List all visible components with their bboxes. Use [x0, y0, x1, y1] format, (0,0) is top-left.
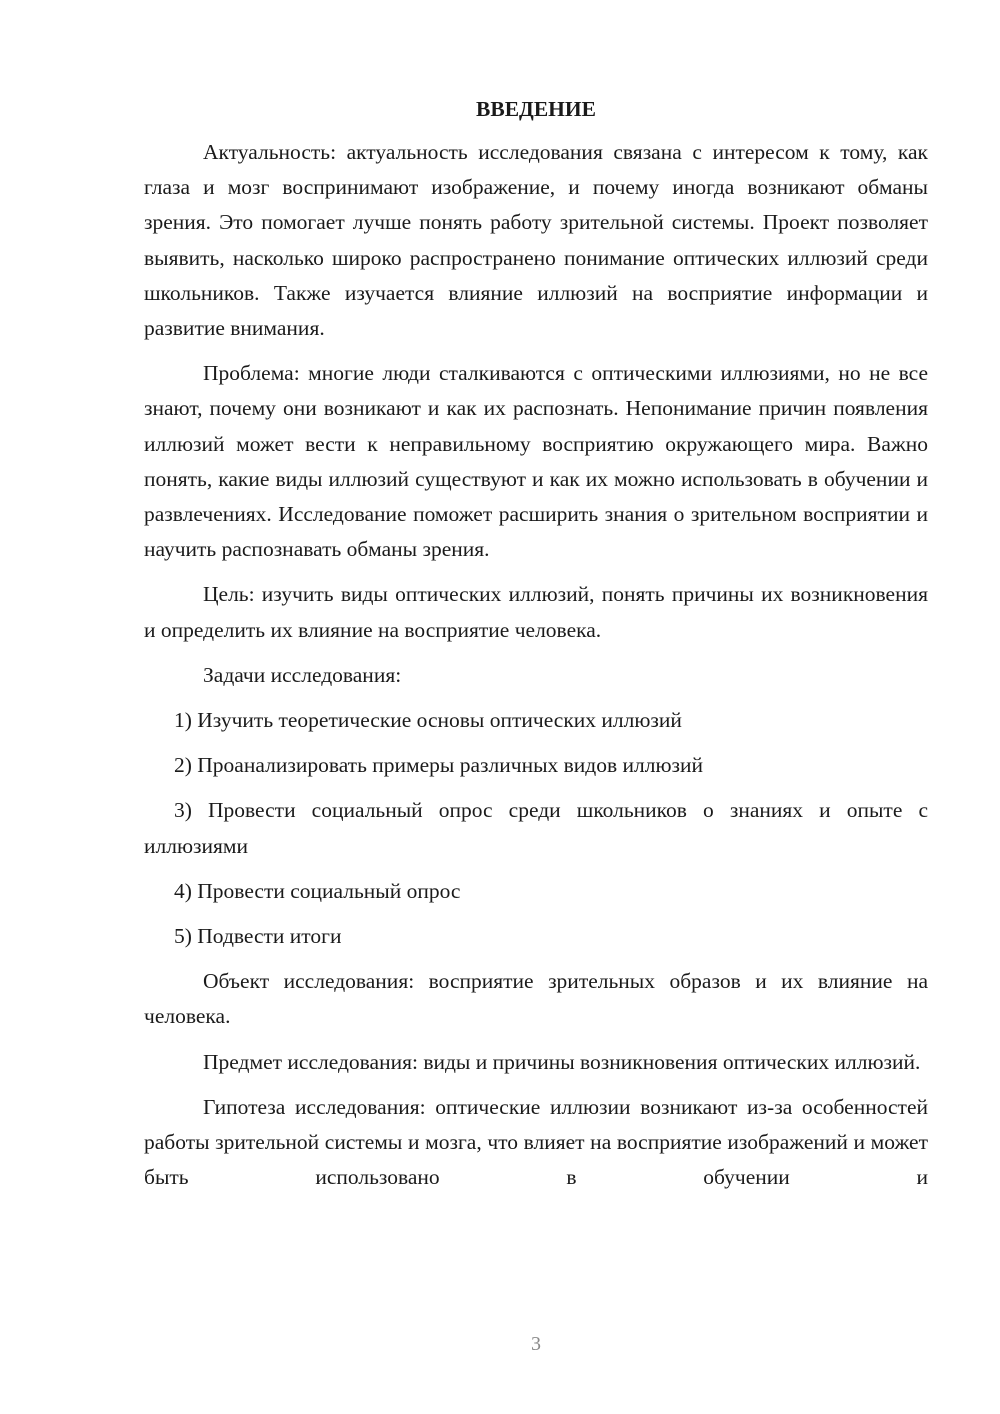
page-content: [144, 92, 928, 1195]
paragraph-relevance: Актуальность: актуальность исследования связана с интересом к тому, как глаза и мозг воспринимают изображение, и почему иногда возникают обманы зрения. Это помогает лучше понять работу зрительной системы. Проект позволяет выявить, насколько широко распространено понимание оптических иллюзий среди школьников. Также изучается влияние иллюзий на восприятие информации и развитие внимания.: [144, 140, 928, 341]
task-item-1: 1) Изучить теоретические основы оптических иллюзий: [174, 708, 682, 733]
task-item-5: 5) Подвести итоги: [174, 924, 342, 949]
paragraph-object: Объект исследования: восприятие зрительных образов и их влияние на человека.: [144, 969, 928, 1029]
paragraph-goal: Цель: изучить виды оптических иллюзий, понять причины их возникновения и определить их влияние на восприятие человека.: [144, 582, 928, 642]
paragraph-problem: Проблема: многие люди сталкиваются с оптическими иллюзиями, но не все знают, почему они возникают и как их распознать. Непонимание причин появления иллюзий может вести к неправильному восприятию окружающего мира. Важно понять, какие виды иллюзий существуют и как их можно использовать в обучении и развлечениях. Исследование поможет расширить знания о зрительном восприятии и научить распознавать обманы зрения.: [144, 361, 928, 562]
paragraph-subject: Предмет исследования: виды и причины возникновения оптических иллюзий.: [203, 1049, 921, 1074]
task-item-4: 4) Провести социальный опрос: [174, 878, 461, 903]
tasks-title: Задачи исследования:: [203, 662, 402, 687]
paragraph-hypothesis: Гипотеза исследования: оптические иллюзии возникают из-за особенностей работы зрительной системы и мозга, что влияет на восприятие изображений и может быть использовано в обучении и: [144, 1094, 928, 1190]
section-heading: ВВЕДЕНИЕ: [476, 97, 596, 121]
task-item-2: 2) Проанализировать примеры различных видов иллюзий: [174, 753, 704, 778]
task-item-3: 3) Провести социальный опрос среди школьников о знаниях и опыте с иллюзиями: [144, 798, 928, 858]
page-number: 3: [531, 1333, 541, 1355]
